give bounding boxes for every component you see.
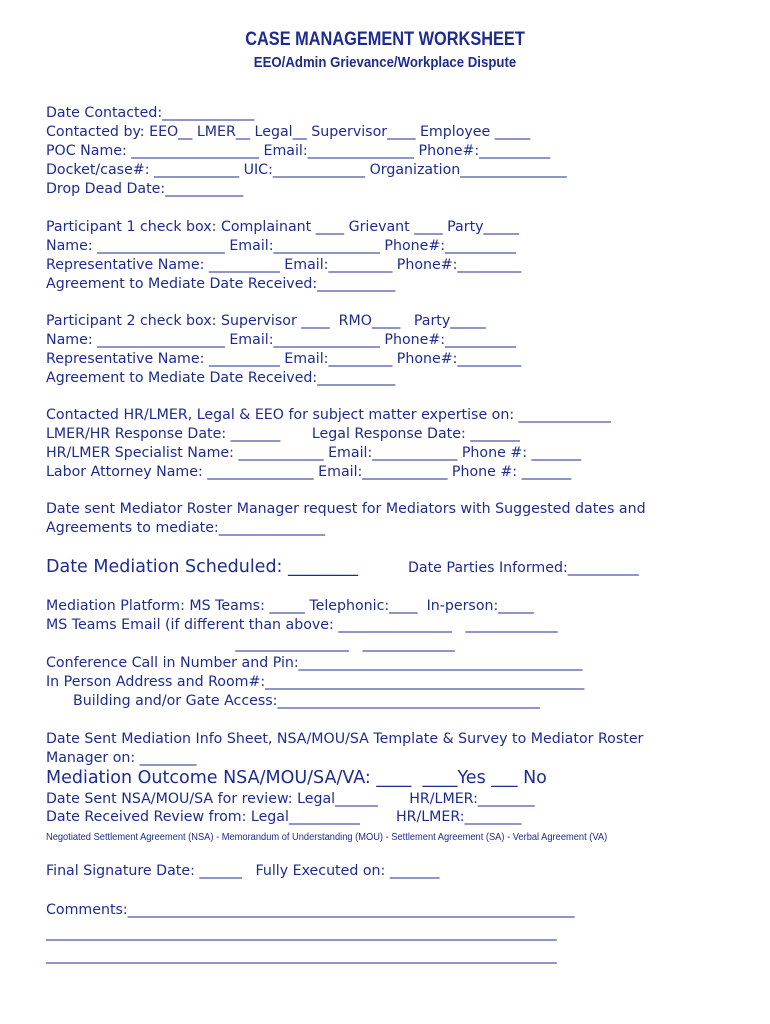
building-access-line: Building and/or Gate Access:_____________________________________ bbox=[46, 693, 540, 709]
participant1-checkbox-line: Participant 1 check box: Complainant ____ Grievant ____ Party_____ bbox=[46, 219, 520, 235]
docket-case-line: Docket/case#: ____________ UIC:_____________ Organization_______________ bbox=[46, 162, 567, 178]
final-signature-line: Final Signature Date: ______ Fully Executed on: _______ bbox=[46, 863, 440, 879]
abbreviations-note: Negotiated Settlement Agreement (NSA) - Memorandum of Understanding (MOU) - Settlement Agreement (SA) - Verbal Agreement (VA) bbox=[46, 832, 608, 843]
in-person-address-line: In Person Address and Room#:_____________________________________________ bbox=[46, 674, 585, 690]
mediator-request-line: Date sent Mediator Roster Manager request for Mediators with Suggested dates and bbox=[46, 501, 646, 517]
participant1-representative-line: Representative Name: __________ Email:_________ Phone#:_________ bbox=[46, 257, 522, 273]
date-parties-informed-line: Date Parties Informed:__________ bbox=[408, 560, 639, 576]
date-mediation-scheduled-line: Date Mediation Scheduled: ________ bbox=[46, 557, 359, 577]
agreements-to-mediate-line: Agreements to mediate:_______________ bbox=[46, 520, 326, 536]
participant1-agreement-line: Agreement to Mediate Date Received:___________ bbox=[46, 276, 396, 292]
contacted-by-line: Contacted by: EEO__ LMER__ Legal__ Supervisor____ Employee _____ bbox=[46, 124, 531, 140]
participant2-representative-line: Representative Name: __________ Email:_________ Phone#:_________ bbox=[46, 351, 522, 367]
contacted-hr-line: Contacted HR/LMER, Legal & EEO for subject matter expertise on: _____________ bbox=[46, 407, 611, 423]
participant2-name-line: Name: __________________ Email:_______________ Phone#:__________ bbox=[46, 332, 516, 348]
teams-email-continued-line: ________________ _____________ bbox=[46, 636, 455, 652]
mediation-outcome-line: Mediation Outcome NSA/MOU/SA/VA: ____ ____Yes ___ No bbox=[46, 768, 547, 788]
comments-line: Comments:_______________________________________________________________ bbox=[46, 902, 575, 918]
poc-name-line: POC Name: __________________ Email:_______________ Phone#:__________ bbox=[46, 143, 551, 159]
comments-continued-line-2: ________________________________________________________________________ bbox=[46, 948, 557, 964]
page-title: CASE MANAGEMENT WORKSHEET bbox=[245, 29, 525, 50]
conference-call-line: Conference Call in Number and Pin:________________________________________ bbox=[46, 655, 583, 671]
teams-email-line: MS Teams Email (if different than above: ________________ _____________ bbox=[46, 617, 558, 633]
date-contacted-line: Date Contacted:_____________ bbox=[46, 105, 255, 121]
info-sheet-sent-line: Date Sent Mediation Info Sheet, NSA/MOU/SA Template & Survey to Mediator Roster bbox=[46, 731, 644, 747]
response-date-line: LMER/HR Response Date: _______ Legal Response Date: _______ bbox=[46, 426, 520, 442]
hr-specialist-line: HR/LMER Specialist Name: ____________ Email:____________ Phone #: _______ bbox=[46, 445, 582, 461]
participant2-agreement-line: Agreement to Mediate Date Received:___________ bbox=[46, 370, 396, 386]
participant1-name-line: Name: __________________ Email:_______________ Phone#:__________ bbox=[46, 238, 516, 254]
page-subtitle: EEO/Admin Grievance/Workplace Dispute bbox=[253, 54, 517, 71]
mediation-platform-line: Mediation Platform: MS Teams: _____ Telephonic:____ In-person:_____ bbox=[46, 598, 534, 614]
labor-attorney-line: Labor Attorney Name: _______________ Email:____________ Phone #: _______ bbox=[46, 464, 572, 480]
participant2-checkbox-line: Participant 2 check box: Supervisor ____ RMO____ Party_____ bbox=[46, 313, 486, 329]
date-sent-review-line: Date Sent NSA/MOU/SA for review: Legal______ HR/LMER:________ bbox=[46, 791, 535, 807]
date-received-review-line: Date Received Review from: Legal__________ HR/LMER:________ bbox=[46, 809, 522, 825]
roster-manager-line: Manager on: ________ bbox=[46, 750, 197, 766]
drop-dead-date-line: Drop Dead Date:___________ bbox=[46, 181, 244, 197]
comments-continued-line-1: ________________________________________________________________________ bbox=[46, 925, 557, 941]
